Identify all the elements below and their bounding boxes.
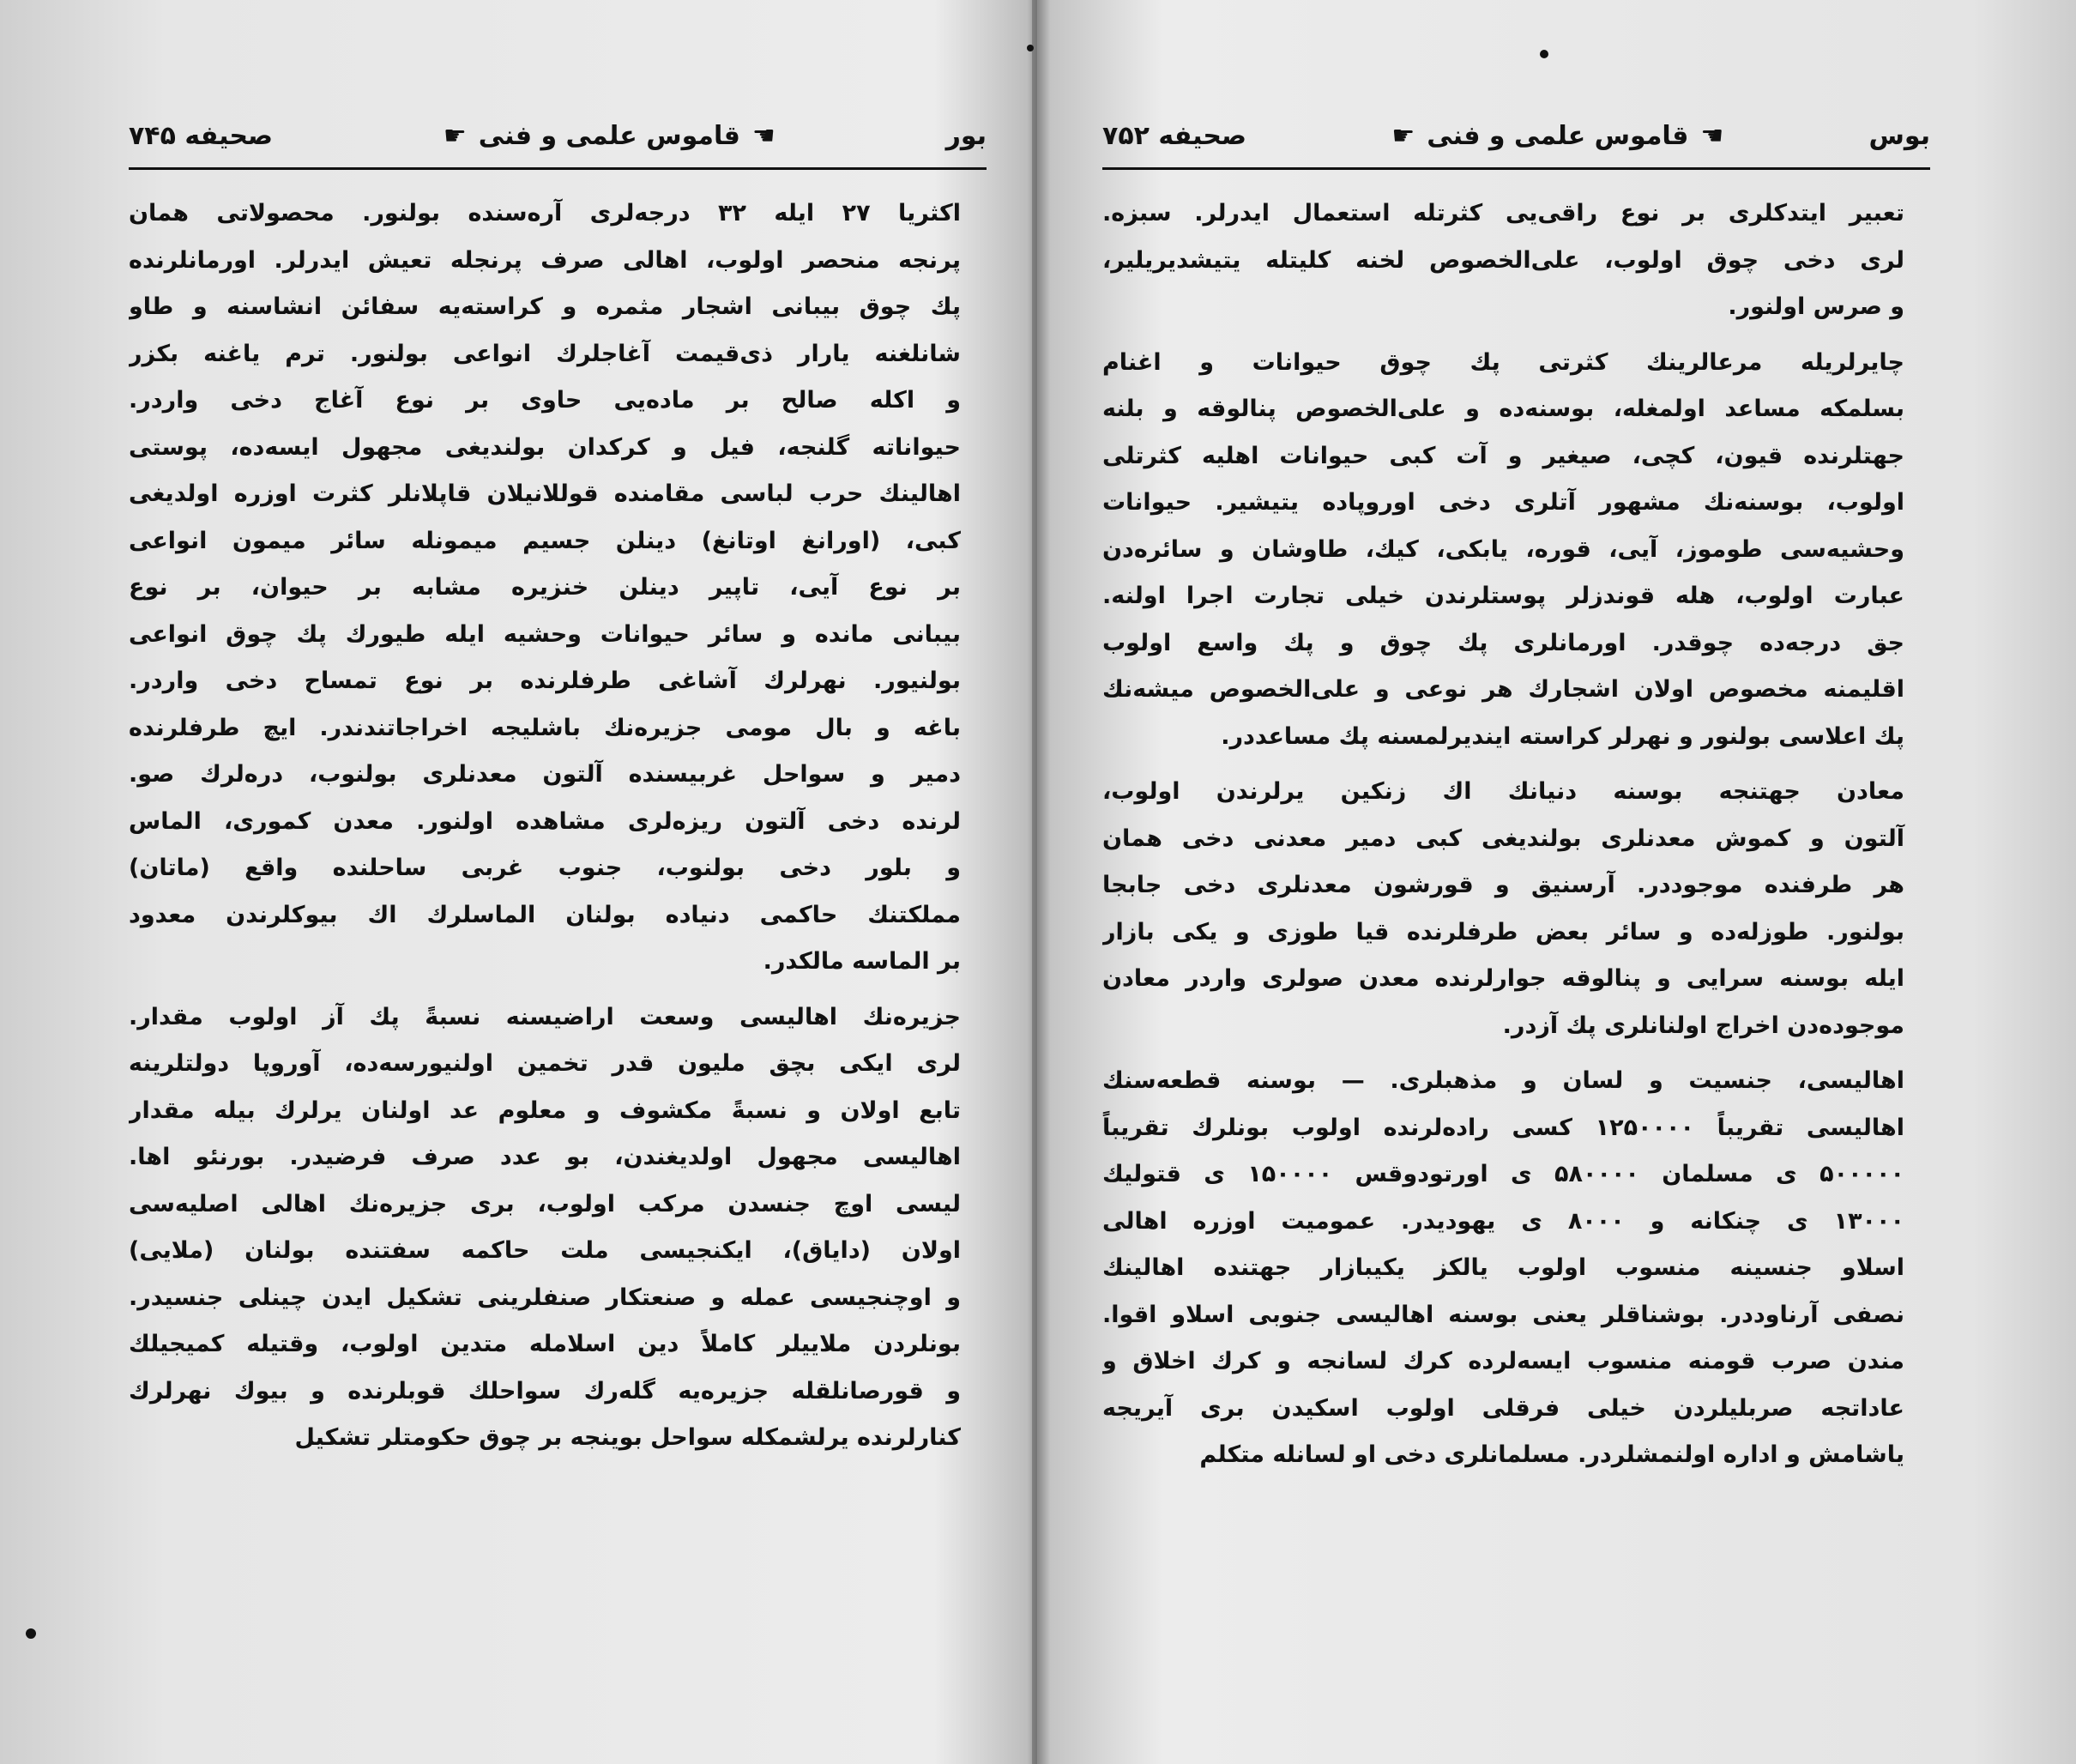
right-page-header bbox=[1102, 110, 1930, 161]
paragraph bbox=[1102, 1058, 1930, 1479]
text-line: هر طرفنده موجوددر. آرسنیق و قورشون معدنلری دخی جابجا bbox=[1102, 872, 1904, 898]
text-line: ۵۰۰۰۰۰ ی مسلمان ۵۸۰۰۰۰ ی اورتودوقس ۱۵۰۰۰۰ ی قتولیك bbox=[1102, 1161, 1904, 1187]
paragraph bbox=[1102, 769, 1930, 1049]
text-line: اهالیسی، جنسیت و لسان و مذهبلری. — بوسنه قطعه‌سنك bbox=[1102, 1067, 1904, 1094]
text-line: عاداتجه صربلیلردن خیلی فرقلی اولوب اسکیدن بری آیریجه bbox=[1102, 1394, 1904, 1422]
text-line: پك اعلاسی بولنور و نهرلر کراسته ایندیرلمسنه پك مساعددر. bbox=[1221, 722, 1904, 750]
text-line: آلتون و کموش معدنلری بولندیغی کبی دمیر معدنی دخی همان bbox=[1102, 825, 1904, 852]
text-line: شانلغنه یارار ذی‌قیمت آغاجلرك انواعی بولنور. ترم یاغنه بکزر bbox=[129, 340, 961, 367]
text-line: نصفی آرناوددر. بوشناقلر یعنی بوسنه اهالیسی جنوبی اسلاو اقوا. bbox=[1102, 1301, 1904, 1328]
text-line: اولوب، بوسنه‌نك مشهور آتلری دخی اوروپاده یتیشیر. حیوانات bbox=[1102, 489, 1904, 516]
left-page-body bbox=[129, 190, 987, 1471]
ink-speck bbox=[26, 1628, 36, 1639]
pointing-hand-icon: ☚ bbox=[751, 120, 775, 151]
text-line: ایله بوسنه سرایی و پنالوقه جوارلرنده معدن صولری واردر معادن bbox=[1102, 965, 1904, 992]
text-line: تابع اولان و نسبةً مکشوف و معلوم عد اولنان یرلرك بیله مقدار bbox=[129, 1096, 961, 1124]
text-line: کبی، (اورانغ اوتانغ) دینلن جسیم میمونله سائر میمون انواعی bbox=[129, 527, 961, 554]
text-line: مندن صرب قومنه منسوب ایسه‌لرده کرك لسانجه و کرك اخلاق و bbox=[1102, 1348, 1904, 1374]
text-line: اهالیسی تقریباً ۱۲۵۰۰۰۰ کسی راده‌لرنده اولوب بونلرك تقریباً bbox=[1102, 1114, 1904, 1141]
text-line: اهالینك حرب لباسی مقامنده قوللانیلان قاپلانلر کثرت اوزره اولدیغی bbox=[129, 480, 961, 507]
text-line: عبارت اولوب، هله قوندزلر پوستلرندن خیلی تجارت اجرا اولنه. bbox=[1102, 583, 1904, 609]
right-page bbox=[1102, 0, 1930, 1764]
left-running-title bbox=[444, 121, 775, 151]
text-line: و اکله صالح بر ماده‌یی حاوی بر نوع آغاج دخی واردر. bbox=[129, 387, 961, 414]
left-title-text: قاموس علمی و فنی bbox=[478, 120, 740, 151]
text-line: چایرلریله مرعالرینك کثرتی پك چوق حیوانات و اغنام bbox=[1102, 348, 1904, 376]
right-header-rule bbox=[1102, 167, 1930, 170]
text-line: تعبیر ایتدکلری بر نوع راقی‌یی کثرتله استعمال ایدرلر. سبزه. bbox=[1102, 200, 1904, 227]
text-line: کنارلرنده یرلشمکله سواحل بوینجه بر چوق حکومتلر تشکیل bbox=[294, 1424, 961, 1451]
text-line: جق درجه‌ده چوقدر. اورمانلری پك چوق و پك واسع اولوب bbox=[1102, 629, 1904, 656]
paragraph bbox=[129, 190, 987, 986]
text-line: ۱۳۰۰۰ ی چنکانه و ۸۰۰۰ ی یهودیدر. عمومیت اوزره اهالی bbox=[1102, 1207, 1904, 1235]
text-line: اولان (دایاق)، ایکنجیسی ملت حاکمه سفتنده بولنان (ملایی) bbox=[129, 1237, 961, 1264]
book-gutter bbox=[1032, 0, 1037, 1764]
text-line: باغه و بال مومی جزیره‌نك باشلیجه اخراجاتندندر. ایچ طرفلرنده bbox=[129, 714, 961, 741]
text-line: و اوچنجیسی عمله و صنعتکار صنفلرینی تشکیل ایدن چینلی جنسیدر. bbox=[129, 1284, 961, 1311]
text-line: بولنور. طوزله‌ده و سائر بعض طرفلرنده قیا طوزی و یکی بازار bbox=[1102, 918, 1904, 945]
right-catchword: بوس bbox=[1868, 120, 1930, 151]
text-line: بر الماسه مالکدر. bbox=[763, 948, 961, 975]
text-line: دمیر و سواحل غربیسنده آلتون معدنلری بولنوب، دره‌لرك صو. bbox=[129, 761, 961, 788]
pointing-hand-icon: ☛ bbox=[443, 120, 467, 151]
text-line: بولنیور. نهرلرك آشاغی طرفلرنده بر نوع تمساح دخی واردر. bbox=[129, 668, 961, 694]
paragraph bbox=[1102, 190, 1930, 331]
pointing-hand-icon: ☛ bbox=[1391, 120, 1415, 151]
text-line: بونلردن ملاییلر کاملاً دین اسلامله متدین اولوب، وقتیله کمیجیلك bbox=[129, 1331, 961, 1357]
text-line: لرنده دخی آلتون ریزه‌لری مشاهده اولنور. معدن کموری، الماس bbox=[129, 807, 961, 835]
text-line: اکثریا ۲۷ ایله ۳۲ درجه‌لری آره‌سنده بولنور. محصولاتی همان bbox=[129, 200, 962, 227]
text-line: و بلور دخی بولنوب، جنوب غربی ساحلنده واقع (ماتان) bbox=[129, 855, 961, 881]
text-line: بسلمکه مساعد اولمغله، بوسنه‌ده و علی‌الخصوص پنالوقه و بلنه bbox=[1102, 396, 1904, 422]
text-line: و صرس اولنور. bbox=[1728, 293, 1904, 320]
left-page-header bbox=[129, 110, 987, 161]
text-line: حیواناته گلنجه، فیل و کرکدان بولندیغی مجهول ایسه‌ده، پوستی bbox=[129, 433, 961, 461]
text-line: معادن جهتنجه بوسنه دنیانك اك زنکین یرلرندن اولوب، bbox=[1102, 778, 1904, 805]
text-line: اهالیسی مجهول اولدیغندن، بو عدد صرف فرضیدر. بورنئو اها. bbox=[129, 1144, 961, 1170]
text-line: لیسی اوچ جنسدن مرکب اولوب، بری جزیره‌نك اهالی اصلیه‌سی bbox=[129, 1190, 961, 1217]
pointing-hand-icon: ☚ bbox=[1700, 120, 1724, 151]
right-title-text: قاموس علمی و فنی bbox=[1427, 120, 1689, 151]
text-line: لری ایکی بچق ملیون قدر تخمین اولنیورسه‌ده، آوروپا دولتلرینه bbox=[129, 1050, 961, 1077]
text-line: بیبانی مانده و سائر حیوانات وحشیه ایله طیورك پك چوق انواعی bbox=[129, 620, 961, 648]
text-line: پرنجه منحصر اولوب، اهالی صرف پرنجله تعیش ایدرلر. اورمانلرنده bbox=[129, 246, 961, 274]
text-line: اقلیمنه مخصوص اولان اشجارك هر نوعی و علی‌الخصوص میشه‌نك bbox=[1102, 676, 1904, 703]
text-line: موجوده‌دن اخراج اولنانلری پك آزدر. bbox=[1502, 1012, 1904, 1039]
right-page-number: صحیفه ۷۵۲ bbox=[1102, 120, 1247, 151]
ink-speck bbox=[1027, 45, 1034, 51]
left-page bbox=[129, 0, 987, 1764]
text-line: پك چوق بیبانی اشجار مثمره و کراسته‌یه سفائن انشاسنه و طاو bbox=[129, 293, 961, 320]
left-header-rule bbox=[129, 167, 987, 170]
text-line: اسلاو جنسینه منسوب اولوب یالکز یکیبازار جهتنده اهالینك bbox=[1102, 1254, 1904, 1281]
text-line: جهتلرنده قیون، کچی، صیغیر و آت کبی حیوانات اهلیه کثرتلی bbox=[1102, 442, 1904, 469]
text-line: وحشیه‌سی طوموز، آیی، قوره، یابکی، کیك، طاوشان و سائره‌دن bbox=[1102, 535, 1904, 563]
left-catchword: بور bbox=[945, 120, 987, 151]
right-page-body bbox=[1102, 190, 1930, 1488]
text-line: مملکتنك حاکمی دنیاده بولنان الماسلرك اك بیوکلرندن معدود bbox=[129, 901, 961, 928]
text-line: بر نوع آیی، تاپیر دینلن خنزیره مشابه بر حیوان، بر نوع bbox=[129, 574, 961, 601]
paragraph bbox=[129, 994, 987, 1462]
text-line: یاشامش و اداره اولنمشلردر. مسلمانلری دخی او لسانله متکلم bbox=[1199, 1441, 1904, 1468]
text-line: لری دخی چوق اولوب، علی‌الخصوص لخنه کلیتله یتیشدیریلیر، bbox=[1102, 246, 1904, 274]
left-page-number: صحیفه ۷۴۵ bbox=[129, 120, 274, 151]
paragraph bbox=[1102, 340, 1930, 761]
text-line: جزیره‌نك اهالیسی وسعت اراضیسنه نسبةً پك آز اولوب مقدار. bbox=[129, 1003, 961, 1030]
text-line: و قورصانلقله جزیره‌یه گله‌رك سواحلك قوبلرنده و بیوك نهرلرك bbox=[129, 1377, 961, 1405]
right-running-title bbox=[1391, 121, 1723, 151]
